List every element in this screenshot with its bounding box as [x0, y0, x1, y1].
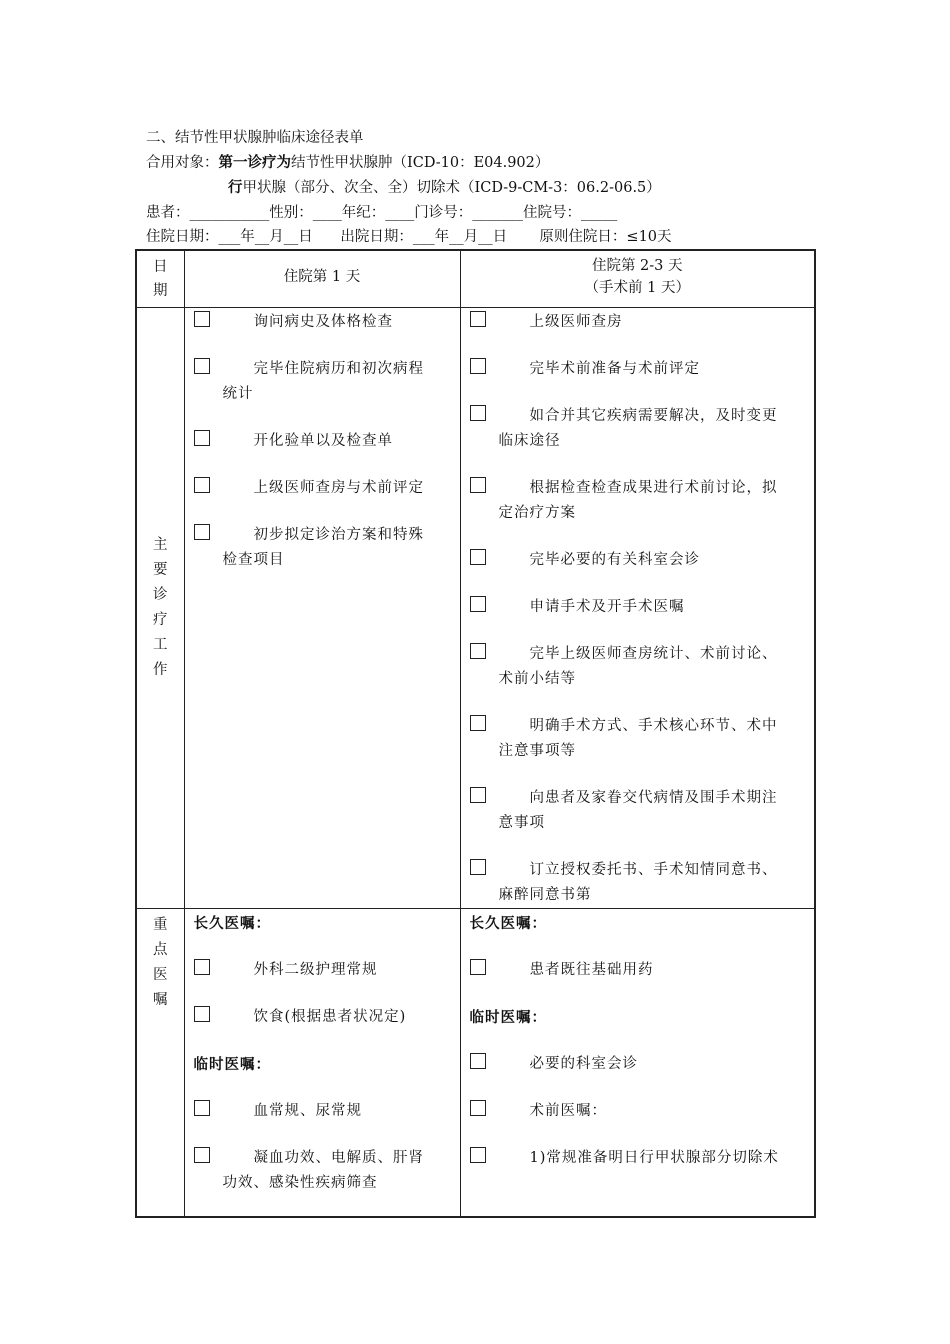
- checkbox-icon[interactable]: [194, 1147, 210, 1163]
- checkbox-icon[interactable]: [194, 524, 210, 540]
- target-bold: 第一诊疗为: [218, 154, 291, 171]
- order-label-char: 重: [153, 917, 168, 933]
- checklist-item: [470, 786, 805, 836]
- checkbox-icon[interactable]: [470, 405, 486, 421]
- checklist-item-text: 凝血功效、电解质、肝肾: [253, 1150, 424, 1166]
- checklist-item: [470, 958, 805, 983]
- clinical-pathway-table: [135, 249, 816, 1218]
- date-header-char-1: 日: [153, 259, 168, 275]
- checkbox-icon[interactable]: [470, 477, 486, 493]
- checklist-item: [470, 1146, 805, 1171]
- checklist-item-text: 外科二级护理常规: [253, 962, 378, 978]
- checklist-item-text: 询问病史及体格检查: [253, 314, 393, 330]
- checklist-item-text: 血常规、尿常规: [253, 1103, 362, 1119]
- checklist-item: [470, 310, 805, 335]
- checklist-item-text: 向患者及家眷交代病情及围手术期注: [529, 790, 778, 806]
- checkbox-icon[interactable]: [470, 715, 486, 731]
- day2-orders-cell: [460, 909, 815, 1218]
- document-title: 二、结节性甲状腺肿临床途径表单: [146, 130, 364, 146]
- day1-main-cell: [184, 308, 460, 909]
- checklist-item: [470, 476, 805, 526]
- checklist-item-text: 初步拟定诊治方案和特殊: [253, 527, 424, 543]
- order-section-title: 长久医嘱：: [469, 915, 547, 932]
- checklist-item: [194, 1005, 450, 1030]
- checkbox-icon[interactable]: [194, 1100, 210, 1116]
- order-label-char: 嘱: [153, 992, 168, 1008]
- main-label-char: 工: [153, 637, 168, 653]
- checkbox-icon[interactable]: [470, 643, 486, 659]
- checklist-item-text: 开化验单以及检查单: [253, 433, 393, 449]
- day2-main-cell: [460, 308, 815, 909]
- main-work-label: [136, 308, 184, 909]
- checkbox-icon[interactable]: [470, 358, 486, 374]
- checkbox-icon[interactable]: [470, 549, 486, 565]
- checklist-item-continuation: 功效、感染性疾病筛查: [222, 1175, 378, 1191]
- key-orders-row: [136, 909, 815, 1218]
- checklist-item-text: 订立授权委托书、手术知情同意书、: [529, 862, 778, 878]
- checkbox-icon[interactable]: [470, 1147, 486, 1163]
- checklist-item: [194, 1099, 450, 1124]
- checklist-item: [470, 1052, 805, 1077]
- checklist-item-text: 上级医师查房: [529, 314, 623, 330]
- target-rest: 结节性甲状腺肿（ICD-10：E04.902）: [291, 155, 550, 171]
- checklist-item-continuation: 注意事项等: [498, 743, 576, 759]
- day2-header-line2: （手术前 1 天）: [584, 280, 690, 296]
- date-header-cell: [136, 250, 184, 308]
- checklist-item-continuation: 临床途径: [498, 433, 561, 449]
- checklist-item-continuation: 定治疗方案: [498, 505, 576, 521]
- checklist-item: [470, 357, 805, 382]
- day1-header: 住院第 1 天: [184, 250, 460, 308]
- main-label-char: 作: [153, 662, 168, 678]
- checkbox-icon[interactable]: [470, 959, 486, 975]
- checklist-item: [194, 429, 450, 454]
- checklist-item: [194, 958, 450, 983]
- surgery-rest: 甲状腺（部分、次全、全）切除术（ICD-9-CM-3：06.2-06.5）: [242, 180, 661, 196]
- checkbox-icon[interactable]: [470, 1053, 486, 1069]
- main-label-char: 诊: [153, 587, 168, 603]
- checklist-item: [470, 595, 805, 620]
- checklist-item-text: 如合并其它疾病需要解决，及时变更: [529, 408, 778, 424]
- checklist-item-text: 术前医嘱：: [529, 1103, 607, 1119]
- checklist-item-text: 上级医师查房与术前评定: [253, 480, 424, 496]
- checklist-item-text: 明确手术方式、手术核心环节、术中: [529, 718, 778, 734]
- checklist-item-text: 饮食(根据患者状况定): [253, 1009, 407, 1025]
- checklist-item-text: 完毕必要的有关科室会诊: [529, 552, 700, 568]
- target-line: [146, 154, 549, 172]
- checklist-item: [470, 548, 805, 573]
- checklist-item: [470, 858, 805, 908]
- checklist-item-text: 必要的科室会诊: [529, 1056, 638, 1072]
- checklist-item-text: 完毕住院病历和初次病程: [253, 361, 424, 377]
- checkbox-icon[interactable]: [470, 596, 486, 612]
- patient-info-line: 患者：___________性别：____年纪：____门诊号：_______住院号：_____: [146, 205, 618, 221]
- checklist-item-text: 1)常规准备明日行甲状腺部分切除术: [529, 1150, 779, 1166]
- checklist-item-continuation: 术前小结等: [498, 671, 576, 687]
- table-header-row: [136, 250, 815, 308]
- date-header-char-2: 期: [153, 283, 168, 299]
- key-orders-label: [136, 909, 184, 1218]
- order-section-title: 临时医嘱：: [193, 1056, 271, 1073]
- checklist-item-text: 根据检查检查成果进行术前讨论，拟: [529, 480, 778, 496]
- checklist-item: [194, 1146, 450, 1196]
- order-label-char: 医: [153, 967, 168, 983]
- day2-header: [460, 250, 815, 308]
- checklist-item-text: 完毕上级医师查房统计、术前讨论、: [529, 646, 778, 662]
- surgery-bold: 行: [228, 179, 243, 196]
- checkbox-icon[interactable]: [194, 1006, 210, 1022]
- checklist-item-continuation: 统计: [222, 386, 254, 402]
- checkbox-icon[interactable]: [194, 358, 210, 374]
- target-label: 合用对象：: [146, 155, 219, 171]
- checkbox-icon[interactable]: [470, 859, 486, 875]
- checklist-item: [194, 310, 450, 335]
- order-section-title: 临时医嘱：: [469, 1009, 547, 1026]
- order-section-title: 长久医嘱：: [193, 915, 271, 932]
- day1-orders-cell: [184, 909, 460, 1218]
- checkbox-icon[interactable]: [194, 311, 210, 327]
- main-label-char: 要: [153, 562, 168, 578]
- checklist-item: [470, 714, 805, 764]
- surgery-line: [228, 179, 661, 197]
- checkbox-icon[interactable]: [470, 311, 486, 327]
- order-label-char: 点: [153, 942, 168, 958]
- checkbox-icon[interactable]: [470, 787, 486, 803]
- checklist-item: [470, 642, 805, 692]
- checkbox-icon[interactable]: [470, 1100, 486, 1116]
- main-work-row: [136, 308, 815, 909]
- checklist-item-continuation: 麻醉同意书第: [498, 887, 592, 903]
- checklist-item-text: 申请手术及开手术医嘱: [529, 599, 685, 615]
- checklist-item: [194, 523, 450, 573]
- checkbox-icon[interactable]: [194, 477, 210, 493]
- main-label-char: 主: [153, 537, 168, 553]
- checklist-item: [470, 1099, 805, 1124]
- checklist-item-continuation: 意事项: [498, 815, 545, 831]
- checklist-item: [194, 476, 450, 501]
- checklist-item-continuation: 检查项目: [222, 552, 285, 568]
- checklist-item: [194, 357, 450, 407]
- checklist-item-text: 完毕术前准备与术前评定: [529, 361, 700, 377]
- main-label-char: 疗: [153, 612, 168, 628]
- day2-header-line1: 住院第 2-3 天: [591, 258, 683, 274]
- checkbox-icon[interactable]: [194, 430, 210, 446]
- checkbox-icon[interactable]: [194, 959, 210, 975]
- checklist-item: [470, 404, 805, 454]
- checklist-item-text: 患者既往基础用药: [529, 962, 654, 978]
- date-info-line: 住院日期：___年__月__日 出院日期：___年__月__日 原则住院日：≤10天: [146, 229, 672, 245]
